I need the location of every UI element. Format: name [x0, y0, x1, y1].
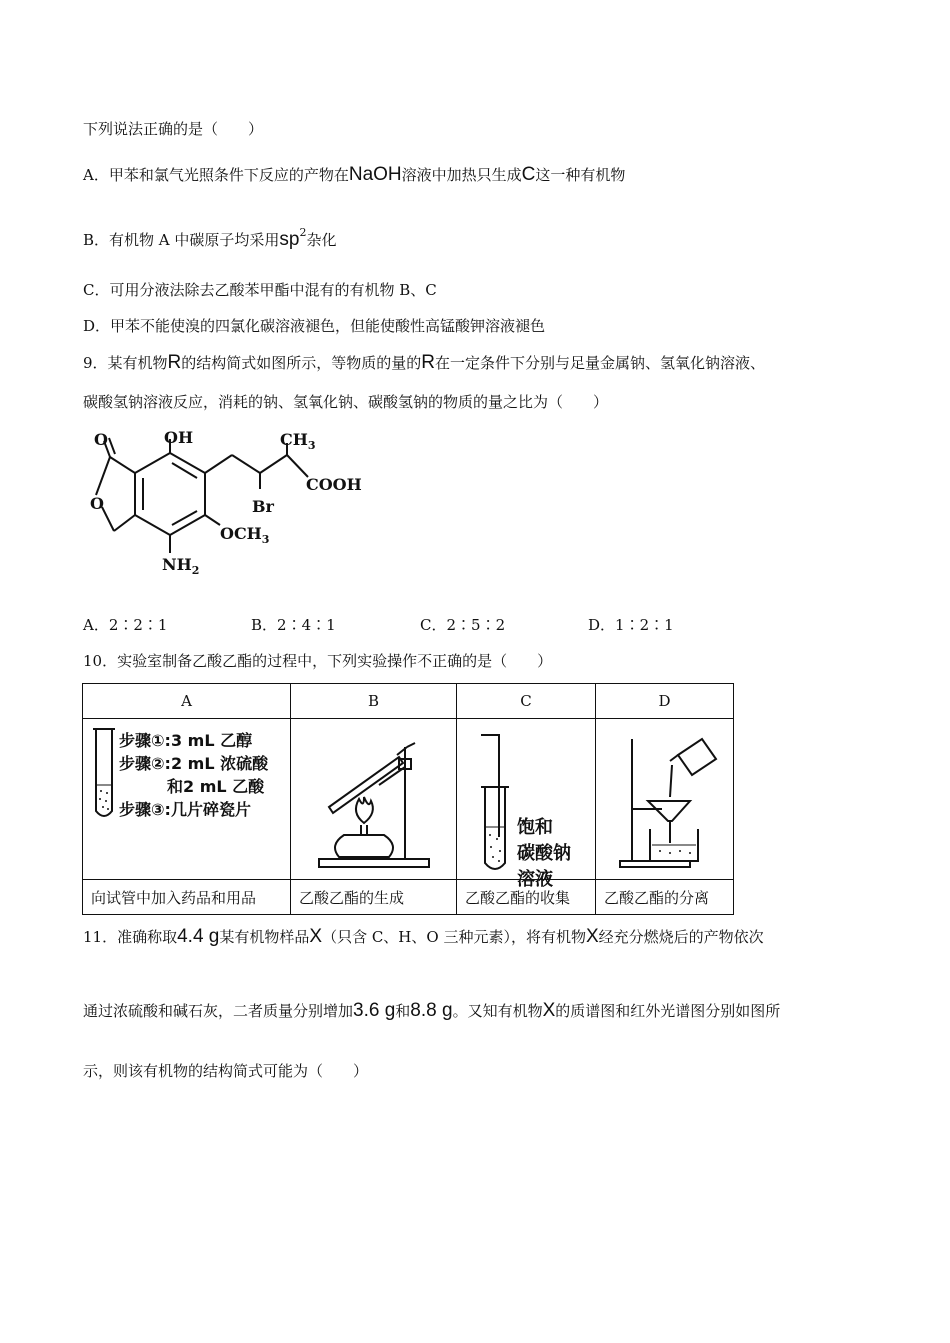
- q8-stem: 下列说法正确的是（ ）: [83, 120, 264, 138]
- table-caption-row: [83, 880, 734, 915]
- table-picture-row: [83, 719, 734, 880]
- cell-b-picture: [291, 719, 457, 880]
- q11-stem-line2: 通过浓硫酸和碱石灰，二者质量分别增加3.6 g和8.8 g。又知有机物X的质谱图和红外光谱图分别如图所: [83, 1000, 781, 1021]
- cell-a-picture: [83, 719, 291, 880]
- table-header-row: [83, 684, 734, 719]
- och3-label: $OCH_3$: [220, 524, 270, 546]
- q9-option-b: B．2∶4∶1: [251, 616, 336, 634]
- q8-option-d: D．甲苯不能使溴的四氯化碳溶液褪色，但能使酸性高锰酸钾溶液褪色: [83, 317, 546, 335]
- oh-label: OH: [164, 428, 194, 447]
- q9-option-c: C．2∶5∶2: [420, 616, 506, 634]
- nh2-label: $NH_2$: [162, 555, 200, 577]
- q10-stem: 10．实验室制备乙酸乙酯的过程中，下列实验操作不正确的是（ ）: [83, 652, 553, 670]
- q9-stem-line1: 9．某有机物R的结构简式如图所示，等物质的量的R在一定条件下分别与足量金属钠、氢氧化钠溶液、: [83, 352, 766, 373]
- experiment-table: [82, 683, 734, 915]
- cell-c-picture: [457, 719, 596, 890]
- q11-stem-line1: 11．准确称取4.4 g某有机物样品X（只含 C、H、O 三种元素），将有机物X经充分燃烧后的产物依次: [83, 926, 764, 947]
- q8-option-b: B．有机物 A 中碳原子均采用$sp^2$杂化: [83, 226, 337, 250]
- header-c: C: [457, 684, 596, 719]
- q9-option-a: A．2∶2∶1: [83, 616, 168, 634]
- q8-option-a: A．甲苯和氯气光照条件下反应的产物在NaOH溶液中加热只生成C这一种有机物: [83, 164, 626, 185]
- caption-d: 乙酸乙酯的分离: [596, 880, 734, 915]
- a-steps: 步骤①:3 mL 乙醇 步骤②:2 mL 浓硫酸 和2 mL 乙酸 步骤③:几片碎瓷片: [119, 731, 269, 819]
- header-b: B: [291, 684, 457, 719]
- c-solution-label: 饱和 碳酸钠 溶液: [517, 817, 571, 890]
- header-a: A: [83, 684, 291, 719]
- filtration-apparatus-icon: [610, 725, 730, 875]
- q9-option-d: D．1∶2∶1: [588, 616, 674, 634]
- ch3-label: $CH_3$: [280, 430, 316, 452]
- q11-stem-line3: 示，则该有机物的结构简式可能为（ ）: [83, 1062, 369, 1080]
- header-d: D: [596, 684, 734, 719]
- caption-a: 向试管中加入药品和用品: [83, 880, 291, 915]
- cell-d-picture: [596, 719, 734, 880]
- carbonyl-o-label: O: [94, 430, 108, 449]
- ring-o-label: O: [90, 494, 104, 513]
- heating-apparatus-icon: [309, 727, 439, 875]
- q8-option-c: C．可用分液法除去乙酸苯甲酯中混有的有机物 B、C: [83, 281, 437, 299]
- collection-tube-icon: [471, 727, 521, 875]
- br-label: Br: [252, 497, 274, 516]
- test-tube-icon: [91, 727, 117, 823]
- caption-b: 乙酸乙酯的生成: [291, 880, 457, 915]
- molecule-r-structure: [80, 425, 380, 585]
- q9-stem-line2: 碳酸氢钠溶液反应，消耗的钠、氢氧化钠、碳酸氢钠的物质的量之比为（ ）: [83, 393, 609, 411]
- caption-c: 乙酸乙酯的收集: [457, 880, 596, 915]
- cooh-label: COOH: [306, 475, 362, 494]
